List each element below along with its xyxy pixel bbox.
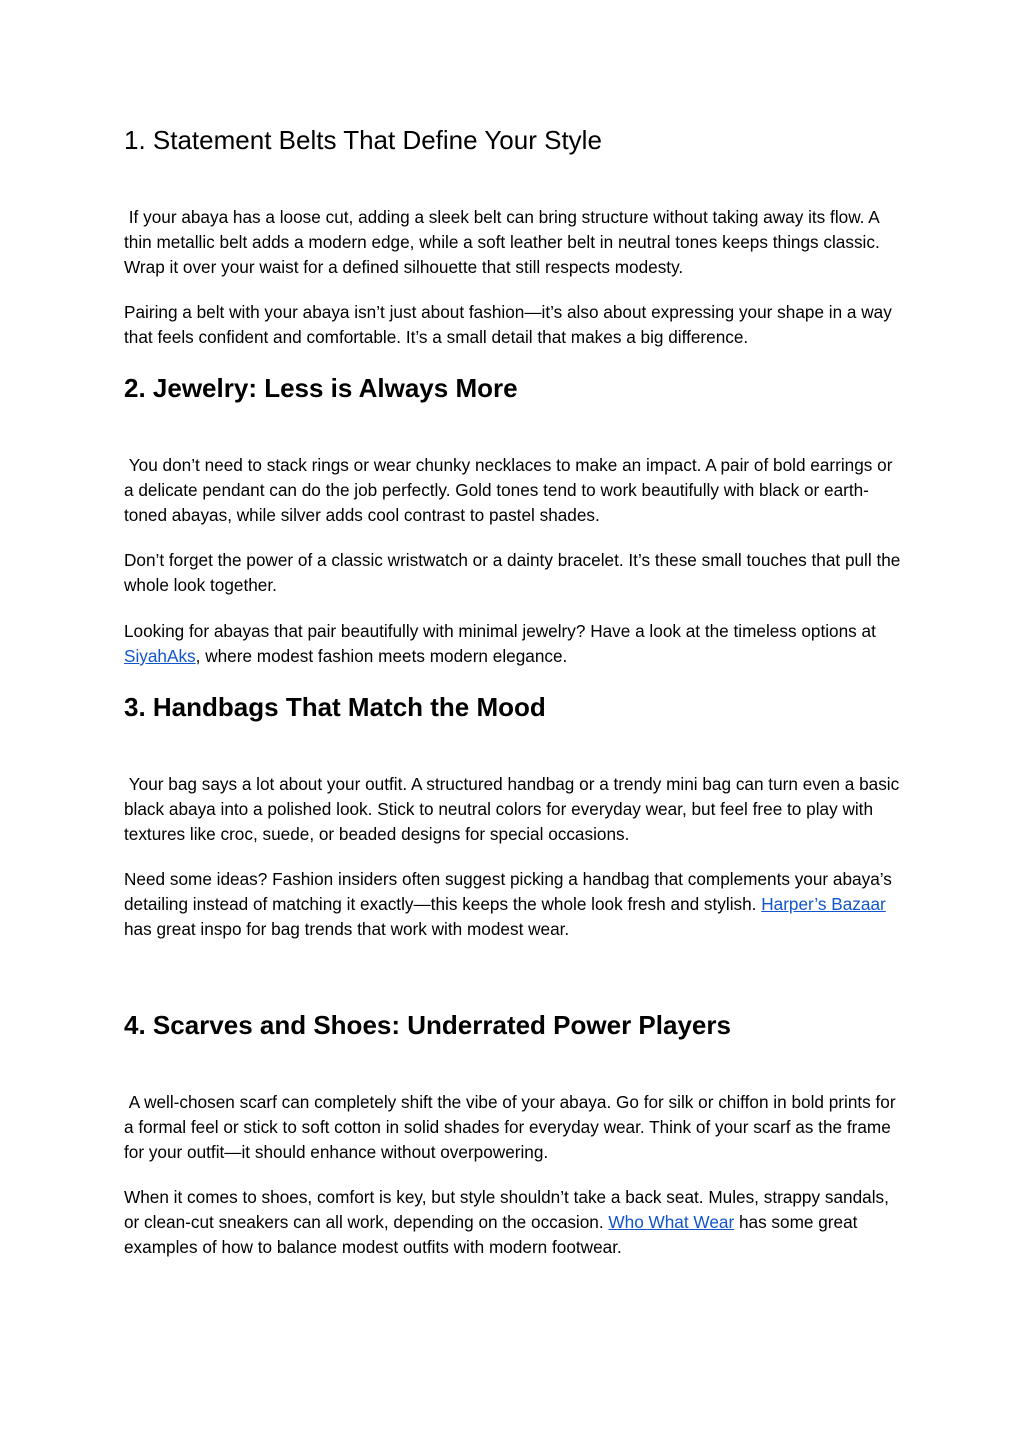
- section-2-paragraph-1: You don’t need to stack rings or wear chunky necklaces to make an impact. A pair of bold earrings or a delicate pendant can do the job perfectly. Gold tones tend to work beautifully with black or earth-toned abayas, while silver adds cool contrast to pastel shades.: [124, 455, 898, 525]
- section-2-link-after: , where modest fashion meets modern elegance.: [195, 646, 568, 666]
- section-4-paragraph-1: A well-chosen scarf can completely shift the vibe of your abaya. Go for silk or chiffon in bold prints for a formal feel or stick to soft cotton in solid shades for everyday wear. Think of your scarf as the frame for your outfit—it should enhance without overpowering.: [124, 1092, 901, 1162]
- section-1-heading: 1. Statement Belts That Define Your Style: [124, 125, 602, 155]
- siyahaks-link[interactable]: SiyahAks: [124, 646, 196, 666]
- section-1-paragraph-2: Pairing a belt with your abaya isn’t just about fashion—it’s also about expressing your shape in a way that feels confident and comfortable. It’s a small detail that makes a big difference.: [124, 302, 892, 347]
- section-2-paragraph-2: Don’t forget the power of a classic wristwatch or a dainty bracelet. It’s these small touches that pull the whole look together.: [124, 550, 901, 595]
- section-3-link-after: has great inspo for bag trends that work with modest wear.: [124, 919, 570, 939]
- who-what-wear-link[interactable]: Who What Wear: [608, 1212, 735, 1232]
- section-3-link-paragraph: [124, 867, 904, 942]
- section-4-link-after: has some great examples of how to balance modest outfits with modern footwear.: [124, 1212, 858, 1257]
- section-1-paragraph-1: If your abaya has a loose cut, adding a sleek belt can bring structure without taking away its flow. A thin metallic belt adds a modern edge, while a soft leather belt in neutral tones keeps things classic. Wrap it over your waist for a defined silhouette that still respects modesty.: [124, 207, 885, 277]
- section-4-link-before: When it comes to shoes, comfort is key, but style shouldn’t take a back seat. Mules, strappy sandals, or clean-cut sneakers can all work, depending on the occasion.: [124, 1187, 889, 1232]
- section-3-heading: 3. Handbags That Match the Mood: [124, 692, 546, 722]
- section-2-heading: 2. Jewelry: Less is Always More: [124, 373, 518, 403]
- section-2-link-before: Looking for abayas that pair beautifully with minimal jewelry? Have a look at the timeless options at: [124, 621, 876, 641]
- section-4-heading: 4. Scarves and Shoes: Underrated Power Players: [124, 1010, 731, 1040]
- section-3-paragraph-1: Your bag says a lot about your outfit. A structured handbag or a trendy mini bag can turn even a basic black abaya into a polished look. Stick to neutral colors for everyday wear, but feel free to play with textures like croc, suede, or beaded designs for special occasions.: [124, 774, 904, 844]
- section-2-link-paragraph: [124, 619, 904, 669]
- harpers-bazaar-link[interactable]: Harper’s Bazaar: [761, 894, 886, 914]
- section-4-link-paragraph: [124, 1185, 904, 1260]
- section-3-link-before: Need some ideas? Fashion insiders often suggest picking a handbag that complements your abaya’s detailing instead of matching it exactly—this keeps the whole look fresh and stylish.: [124, 869, 892, 914]
